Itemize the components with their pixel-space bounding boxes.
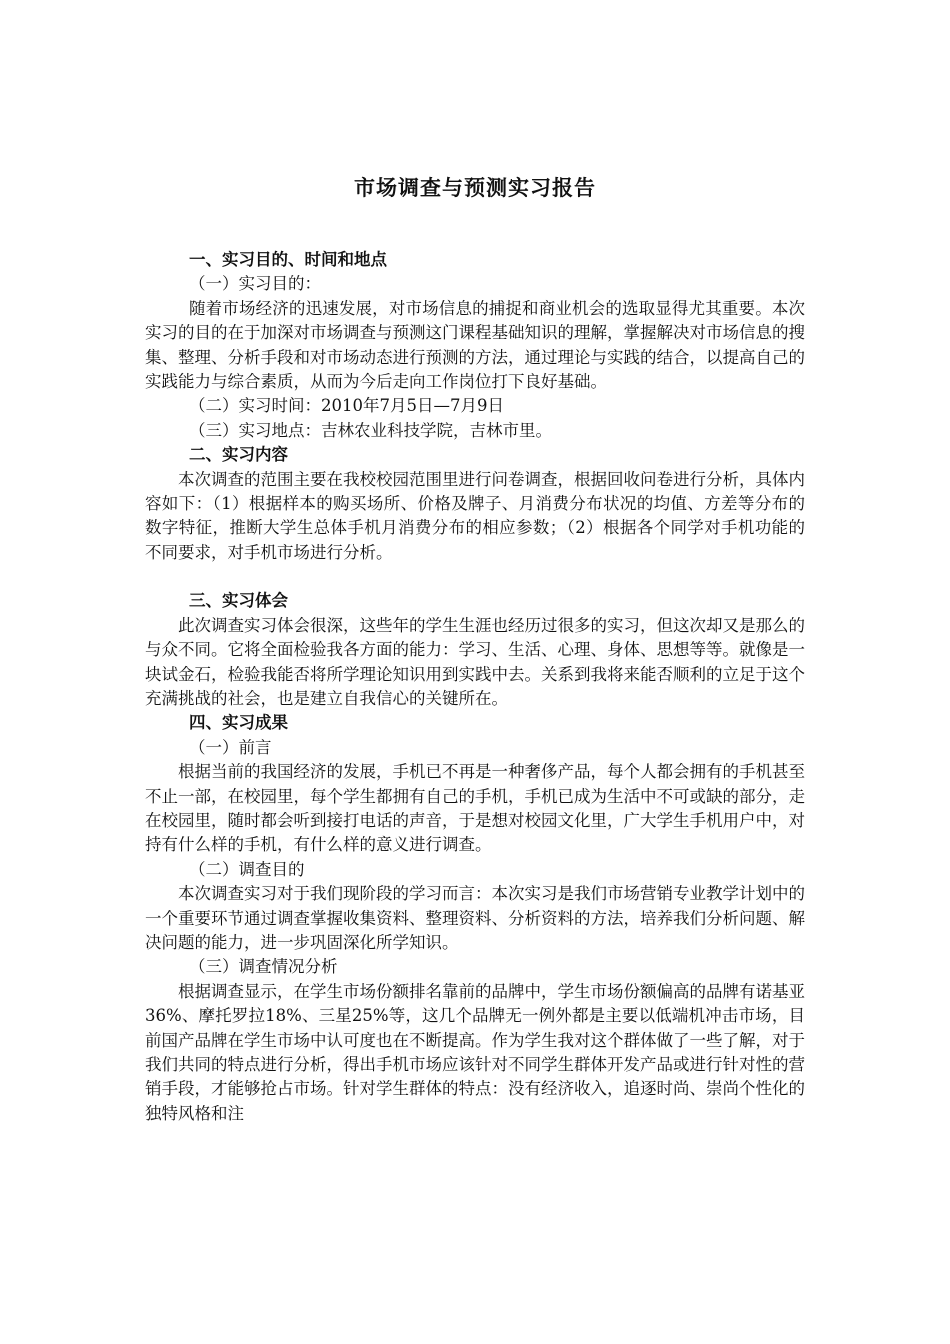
paragraph-purpose: 随着市场经济的迅速发展，对市场信息的捕捉和商业机会的选取显得尤其重要。本次实习的目的在于加深对市场调查与预测这门课程基础知识的理解，掌握解决对市场信息的搜集、整理、分析手段和对市场动态进行预测的方法，通过理论与实践的结合，以提高自己的实践能力与综合素质，从而为今后走向工作岗位打下良好基础。 (145, 298, 805, 392)
subheading-location: （三）实习地点：吉林农业科技学院，吉林市里。 (189, 420, 552, 440)
document-body (145, 248, 805, 1126)
subheading-preface: （一）前言 (189, 737, 272, 757)
paragraph-analysis: 根据调查显示，在学生市场份额排名靠前的品牌中，学生市场份额偏高的品牌有诺基亚36%、摩托罗拉18%、三星25%等，这几个品牌无一例外都是主要以低端机冲击市场，目前国产品牌在学生市场中认可度也在不断提高。作为学生我对这个群体做了一些了解，对于我们共同的特点进行分析，得出手机市场应该针对不同学生群体开发产品或进行针对性的营销手段，才能够抢占市场。针对学生群体的特点：没有经济收入，追逐时尚、崇尚个性化的独特风格和注 (145, 981, 805, 1123)
section-heading-content: 二、实习内容 (189, 445, 288, 465)
paragraph-experience: 此次调查实习体会很深，这些年的学生生涯也经历过很多的实习，但这次却又是那么的与众不同。它将全面检验我各方面的能力：学习、生活、心理、身体、思想等等。就像是一块试金石，检验我能否将所学理论知识用到实践中去。关系到我将来能否顺利的立足于这个充满挑战的社会，也是建立自我信心的关键所在。 (145, 615, 805, 708)
section-heading-experience: 三、实习体会 (189, 591, 288, 611)
section-heading-results: 四、实习成果 (189, 713, 288, 733)
document-title: 市场调查与预测实习报告 (354, 176, 596, 200)
paragraph-preface: 根据当前的我国经济的发展，手机已不再是一种奢侈产品，每个人都会拥有的手机甚至不止一部，在校园里，每个学生都拥有自己的手机，手机已成为生活中不可或缺的部分，走在校园里，随时都会听到接打电话的声音，于是想对校园文化里，广大学生手机用户中，对持有什么样的手机，有什么样的意义进行调查。 (145, 762, 805, 855)
subheading-survey-purpose: （二）调查目的 (189, 859, 305, 879)
paragraph-content: 本次调查的范围主要在我校校园范围里进行问卷调查，根据回收问卷进行分析，具体内容如下：（1）根据样本的购买场所、价格及牌子、月消费分布状况的均值、方差等分布的数字特征，推断大学生总体手机月消费分布的相应参数；（2）根据各个同学对手机功能的不同要求，对手机市场进行分析。 (145, 469, 805, 562)
spacer (145, 565, 805, 589)
subheading-time: （二）实习时间：2010年7月5日—7月9日 (189, 396, 504, 416)
subheading-analysis: （三）调查情况分析 (189, 957, 338, 977)
section-heading-purpose: 一、实习目的、时间和地点 (189, 250, 387, 269)
paragraph-survey-purpose: 本次调查实习对于我们现阶段的学习而言：本次实习是我们市场营销专业教学计划中的一个重要环节通过调查掌握收集资料、整理资料、分析资料的方法，培养我们分析问题、解决问题的能力，进一步巩固深化所学知识。 (145, 884, 805, 952)
subheading-purpose: （一）实习目的： (189, 274, 321, 294)
